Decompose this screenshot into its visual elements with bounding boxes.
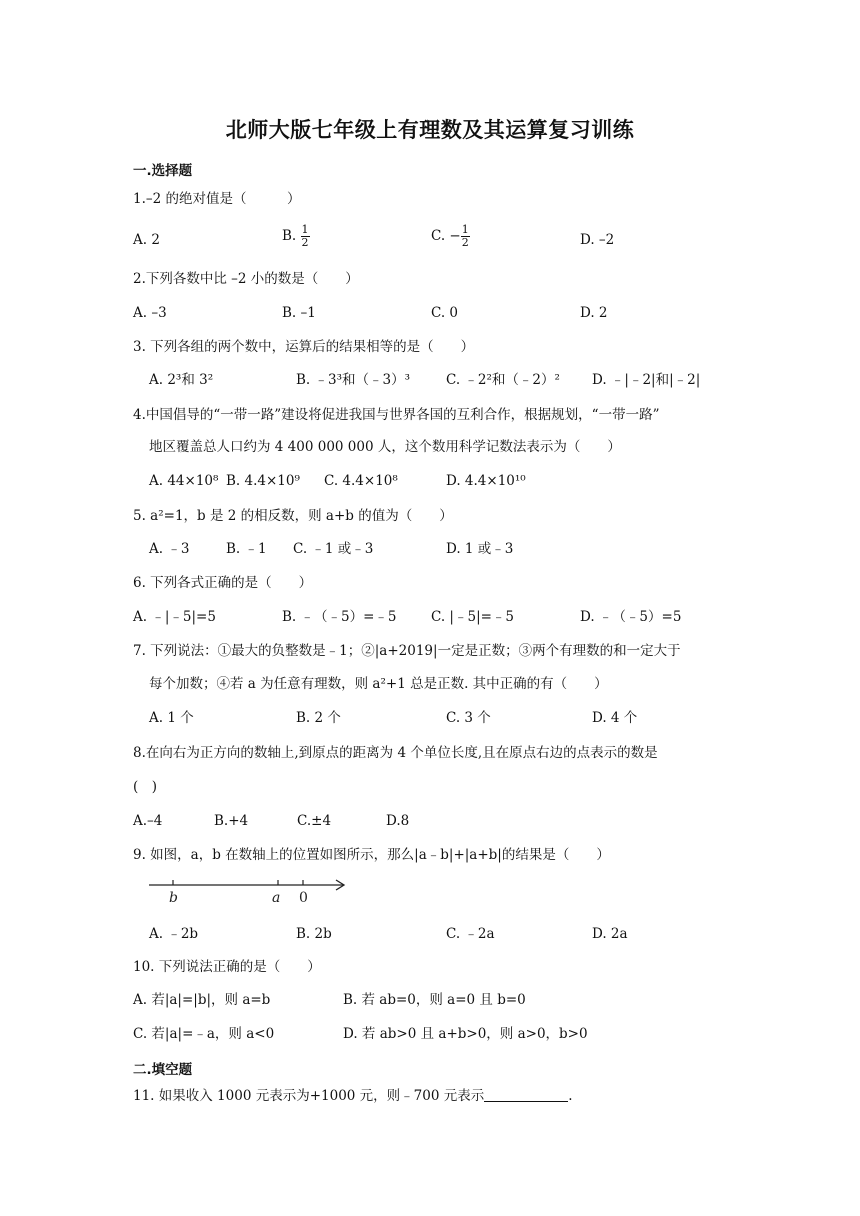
q10-option-a: A. 若|a|=|b|，则 a=b: [133, 992, 271, 1008]
question-2-stem: 2.下列各数中比 –2 小的数是（ ）: [133, 271, 359, 287]
q8-option-d: D.8: [386, 813, 410, 829]
q9-option-d: D. 2a: [592, 926, 628, 942]
q9-option-b: B. 2b: [296, 926, 332, 942]
q7-option-a: A. 1 个: [149, 710, 194, 726]
question-11: 11. 如果收入 1000 元表示为+1000 元，则﹣700 元表示 .: [133, 1088, 573, 1104]
question-7-stem-line2: 每个加数；④若 a 为任意有理数，则 a²+1 总是正数. 其中正确的有（ ）: [149, 676, 608, 692]
number-line-label-origin: 0: [299, 890, 308, 906]
q3-option-d: D. ﹣|﹣2|和|﹣2|: [592, 372, 701, 388]
q1-option-c: C. − $\frac{1}{2}$: [431, 223, 469, 249]
q7-option-b: B. 2 个: [296, 710, 341, 726]
q9-option-c: C. ﹣2a: [446, 926, 495, 942]
section-heading-choice: 一.选择题: [133, 163, 193, 179]
q5-option-d: D. 1 或﹣3: [446, 541, 514, 557]
q10-option-b: B. 若 ab=0，则 a=0 且 b=0: [343, 992, 526, 1008]
question-8-stem-line1: 8.在向右为正方向的数轴上,到原点的距离为 4 个单位长度,且在原点右边的点表示的数是: [133, 745, 658, 761]
q2-option-c: C. 0: [431, 305, 459, 321]
q5-option-c: C. ﹣1 或﹣3: [293, 541, 374, 557]
question-1-stem: 1.–2 的绝对值是（ ）: [133, 191, 301, 207]
number-line-figure: [145, 873, 355, 907]
question-11-stem: 11. 如果收入 1000 元表示为+1000 元，则﹣700 元表示: [133, 1088, 485, 1104]
q1-option-b: B. $\frac{1}{2}$: [282, 223, 309, 249]
q2-option-d: D. 2: [580, 305, 608, 321]
q6-option-a: A. ﹣|﹣5|=5: [133, 609, 216, 625]
q7-option-c: C. 3 个: [446, 710, 491, 726]
q9-option-a: A. ﹣2b: [149, 926, 199, 942]
question-10-stem: 10. 下列说法正确的是（ ）: [133, 959, 321, 975]
q7-option-d: D. 4 个: [592, 710, 638, 726]
q2-option-b: B. –1: [282, 305, 316, 321]
question-7-stem-line1: 7. 下列说法：①最大的负整数是﹣1；②|a+2019|一定是正数；③两个有理数的和一定大于: [133, 643, 681, 659]
question-5-stem: 5. a²=1，b 是 2 的相反数，则 a+b 的值为（ ）: [133, 508, 453, 524]
q8-option-b: B.+4: [214, 813, 249, 829]
q1-option-a: A. 2: [133, 232, 160, 248]
q6-option-b: B. ﹣（﹣5）=﹣5: [282, 609, 397, 625]
q4-option-a: A. 44×10⁸: [149, 473, 219, 489]
q4-option-c: C. 4.4×10⁸: [324, 473, 398, 489]
question-6-stem: 6. 下列各式正确的是（ ）: [133, 575, 313, 591]
question-3-stem: 3. 下列各组的两个数中，运算后的结果相等的是（ ）: [133, 339, 475, 355]
question-4-stem-line1: 4.中国倡导的“一带一路”建设将促进我国与世界各国的互利合作，根据规划，“一带一路”: [133, 407, 660, 423]
q6-option-c: C. |﹣5|=﹣5: [431, 609, 515, 625]
question-4-stem-line2: 地区覆盖总人口约为 4 400 000 000 人，这个数用科学记数法表示为（ ）: [149, 439, 621, 455]
question-8-stem-line2: ( ): [133, 779, 158, 795]
q3-option-c: C. ﹣2²和（﹣2）²: [446, 372, 560, 388]
page-title: 北师大版七年级上有理数及其运算复习训练: [225, 118, 635, 142]
q4-option-d: D. 4.4×10¹⁰: [446, 473, 526, 489]
q2-option-a: A. –3: [133, 305, 167, 321]
answer-blank[interactable]: [484, 1087, 568, 1102]
q5-option-b: B. ﹣1: [226, 541, 267, 557]
number-line-label-a: a: [272, 890, 281, 906]
q3-option-a: A. 2³和 3²: [149, 372, 214, 388]
q6-option-d: D. ﹣（﹣5）=5: [580, 609, 682, 625]
q10-option-d: D. 若 ab>0 且 a+b>0，则 a>0，b>0: [343, 1026, 588, 1042]
q5-option-a: A. ﹣3: [149, 541, 190, 557]
q10-option-c: C. 若|a|=﹣a，则 a<0: [133, 1026, 275, 1042]
q3-option-b: B. ﹣3³和（﹣3）³: [296, 372, 411, 388]
question-9-stem: 9. 如图，a，b 在数轴上的位置如图所示，那么|a﹣b|+|a+b|的结果是（ ）: [133, 847, 610, 863]
q1-option-d: D. –2: [580, 232, 615, 248]
number-line-label-b: b: [169, 890, 178, 906]
section-heading-fill-in: 二.填空题: [133, 1062, 193, 1078]
q8-option-c: C.±4: [297, 813, 332, 829]
q8-option-a: A.–4: [133, 813, 163, 829]
q4-option-b: B. 4.4×10⁹: [226, 473, 300, 489]
